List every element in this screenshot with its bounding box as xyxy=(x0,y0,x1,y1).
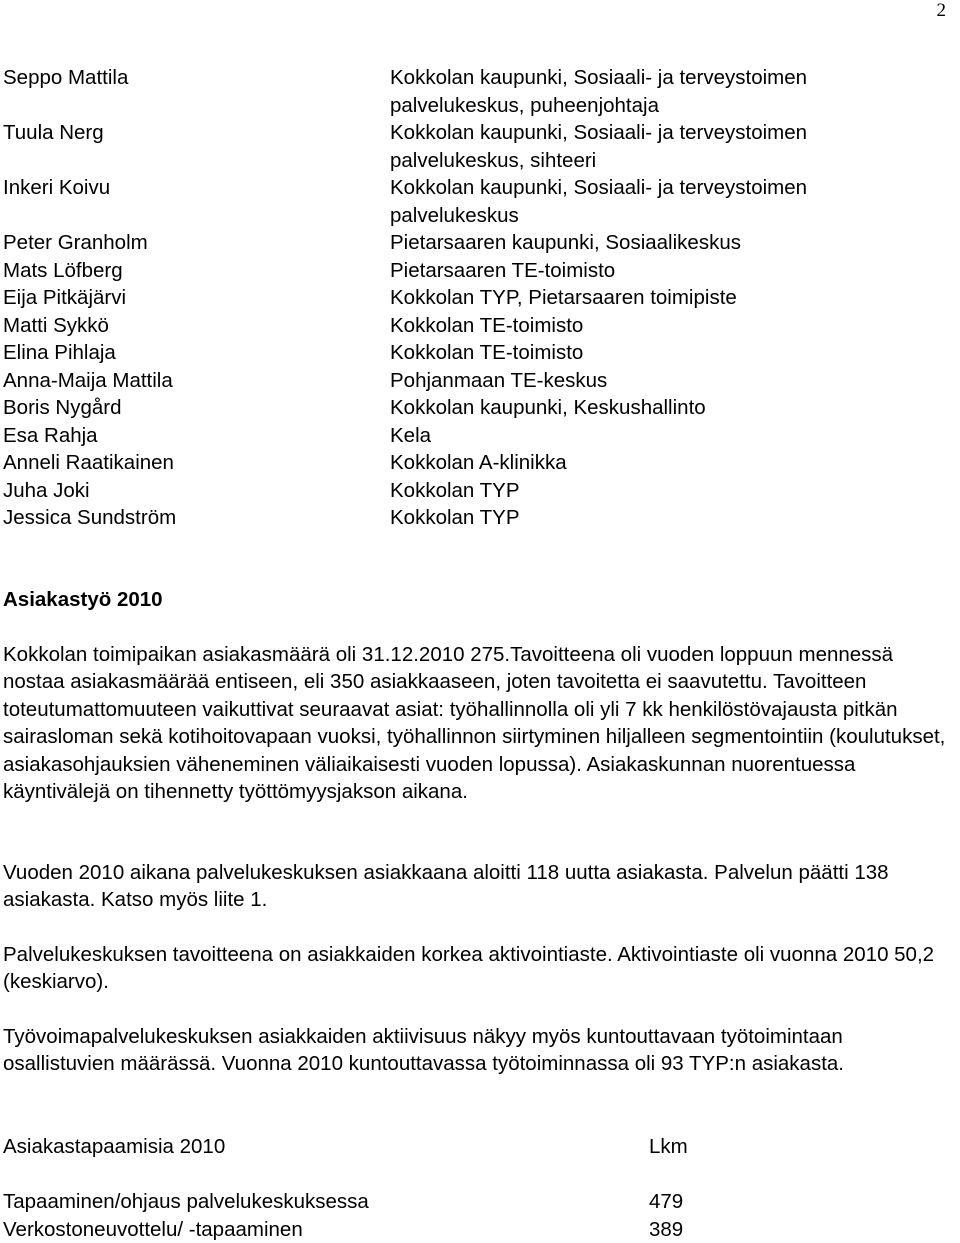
paragraph-client-count: Kokkolan toimipaikan asiakasmäärä oli 31.12.2010 275.Tavoitteena oli vuoden loppuun mennessä nostaa asiakasmäärää entiseen, eli 350 asiakkaaseen, joten tavoitetta ei saavutettu. Tavoitteen toteutumattomuuteen vaikuttivat seuraavat asiat: työhallinnolla oli yli 7 kk henkilöstövajausta pitkän sairasloman sekä kotihoitovapaan vuoksi, työhallinnon siirtyminen hiljalleen segmentointiin (koulutukset, asiakasohjauksien väheneminen väliaikaisesti vuoden lopussa). Asiakaskunnan nuorentuessa käyntivälejä on tihennetty työttömyysjakson aikana. xyxy=(3,641,953,805)
member-organization: Kokkolan TYP xyxy=(390,504,953,532)
meetings-header-count: Lkm xyxy=(649,1133,688,1161)
member-organization: Kokkolan kaupunki, Keskushallinto xyxy=(390,394,953,422)
member-name: Seppo Mattila xyxy=(3,64,390,92)
member-row xyxy=(3,257,953,285)
member-name: Jessica Sundström xyxy=(3,504,390,532)
member-row xyxy=(3,284,953,312)
member-row-continuation xyxy=(3,92,953,120)
member-organization: Kokkolan TYP xyxy=(390,477,953,505)
meetings-row-label: Tapaaminen/ohjaus palvelukeskuksessa xyxy=(3,1188,649,1216)
member-organization: Pietarsaaren kaupunki, Sosiaalikeskus xyxy=(390,229,953,257)
member-row xyxy=(3,339,953,367)
member-row xyxy=(3,367,953,395)
meetings-row-label: Verkostoneuvottelu/ -tapaaminen xyxy=(3,1216,649,1243)
meetings-row-count: 479 xyxy=(649,1188,683,1216)
member-name xyxy=(3,92,390,120)
member-name: Mats Löfberg xyxy=(3,257,390,285)
member-organization: Kokkolan TYP, Pietarsaaren toimipiste xyxy=(390,284,953,312)
member-row xyxy=(3,64,953,92)
member-name: Matti Sykkö xyxy=(3,312,390,340)
member-list xyxy=(3,64,953,532)
paragraph-rehabilitative-work: Työvoimapalvelukeskuksen asiakkaiden aktiivisuus näkyy myös kuntouttavaan työtoimintaan osallistuvien määrässä. Vuonna 2010 kuntouttavassa työtoiminnassa oli 93 TYP:n asiakasta. xyxy=(3,1023,953,1078)
member-organization: Kokkolan kaupunki, Sosiaali- ja terveystoimen xyxy=(390,119,953,147)
member-row xyxy=(3,312,953,340)
member-row xyxy=(3,229,953,257)
member-name xyxy=(3,147,390,175)
member-organization: Kokkolan A-klinikka xyxy=(390,449,953,477)
meetings-table xyxy=(3,1188,953,1243)
member-name xyxy=(3,202,390,230)
member-organization: Kokkolan kaupunki, Sosiaali- ja terveystoimen xyxy=(390,64,953,92)
member-row xyxy=(3,119,953,147)
member-row xyxy=(3,449,953,477)
member-name: Juha Joki xyxy=(3,477,390,505)
member-organization: Kokkolan TE-toimisto xyxy=(390,339,953,367)
member-row xyxy=(3,394,953,422)
member-row xyxy=(3,422,953,450)
member-row-continuation xyxy=(3,147,953,175)
member-name: Anna-Maija Mattila xyxy=(3,367,390,395)
member-organization: palvelukeskus, puheenjohtaja xyxy=(390,92,953,120)
member-name: Inkeri Koivu xyxy=(3,174,390,202)
meetings-row xyxy=(3,1188,953,1216)
member-organization: Kela xyxy=(390,422,953,450)
member-name: Elina Pihlaja xyxy=(3,339,390,367)
member-organization: palvelukeskus xyxy=(390,202,953,230)
section-heading: Asiakastyö 2010 xyxy=(3,586,163,613)
meetings-header-row xyxy=(3,1133,953,1161)
member-name: Esa Rahja xyxy=(3,422,390,450)
member-row xyxy=(3,174,953,202)
member-row xyxy=(3,477,953,505)
meetings-table-header xyxy=(3,1133,953,1161)
page-number: 2 xyxy=(937,0,947,22)
paragraph-new-clients: Vuoden 2010 aikana palvelukeskuksen asiakkaana aloitti 118 uutta asiakasta. Palvelun päätti 138 asiakasta. Katso myös liite 1. xyxy=(3,859,953,914)
member-name: Boris Nygård xyxy=(3,394,390,422)
member-organization: palvelukeskus, sihteeri xyxy=(390,147,953,175)
member-name: Tuula Nerg xyxy=(3,119,390,147)
member-organization: Kokkolan kaupunki, Sosiaali- ja terveystoimen xyxy=(390,174,953,202)
meetings-row-count: 389 xyxy=(649,1216,683,1243)
member-organization: Pohjanmaan TE-keskus xyxy=(390,367,953,395)
member-name: Peter Granholm xyxy=(3,229,390,257)
member-row-continuation xyxy=(3,202,953,230)
member-name: Eija Pitkäjärvi xyxy=(3,284,390,312)
paragraph-activation: Palvelukeskuksen tavoitteena on asiakkaiden korkea aktivointiaste. Aktivointiaste oli vuonna 2010 50,2 (keskiarvo). xyxy=(3,941,953,996)
member-name: Anneli Raatikainen xyxy=(3,449,390,477)
member-organization: Kokkolan TE-toimisto xyxy=(390,312,953,340)
member-row xyxy=(3,504,953,532)
meetings-row xyxy=(3,1216,953,1243)
meetings-header-label: Asiakastapaamisia 2010 xyxy=(3,1133,649,1161)
member-organization: Pietarsaaren TE-toimisto xyxy=(390,257,953,285)
